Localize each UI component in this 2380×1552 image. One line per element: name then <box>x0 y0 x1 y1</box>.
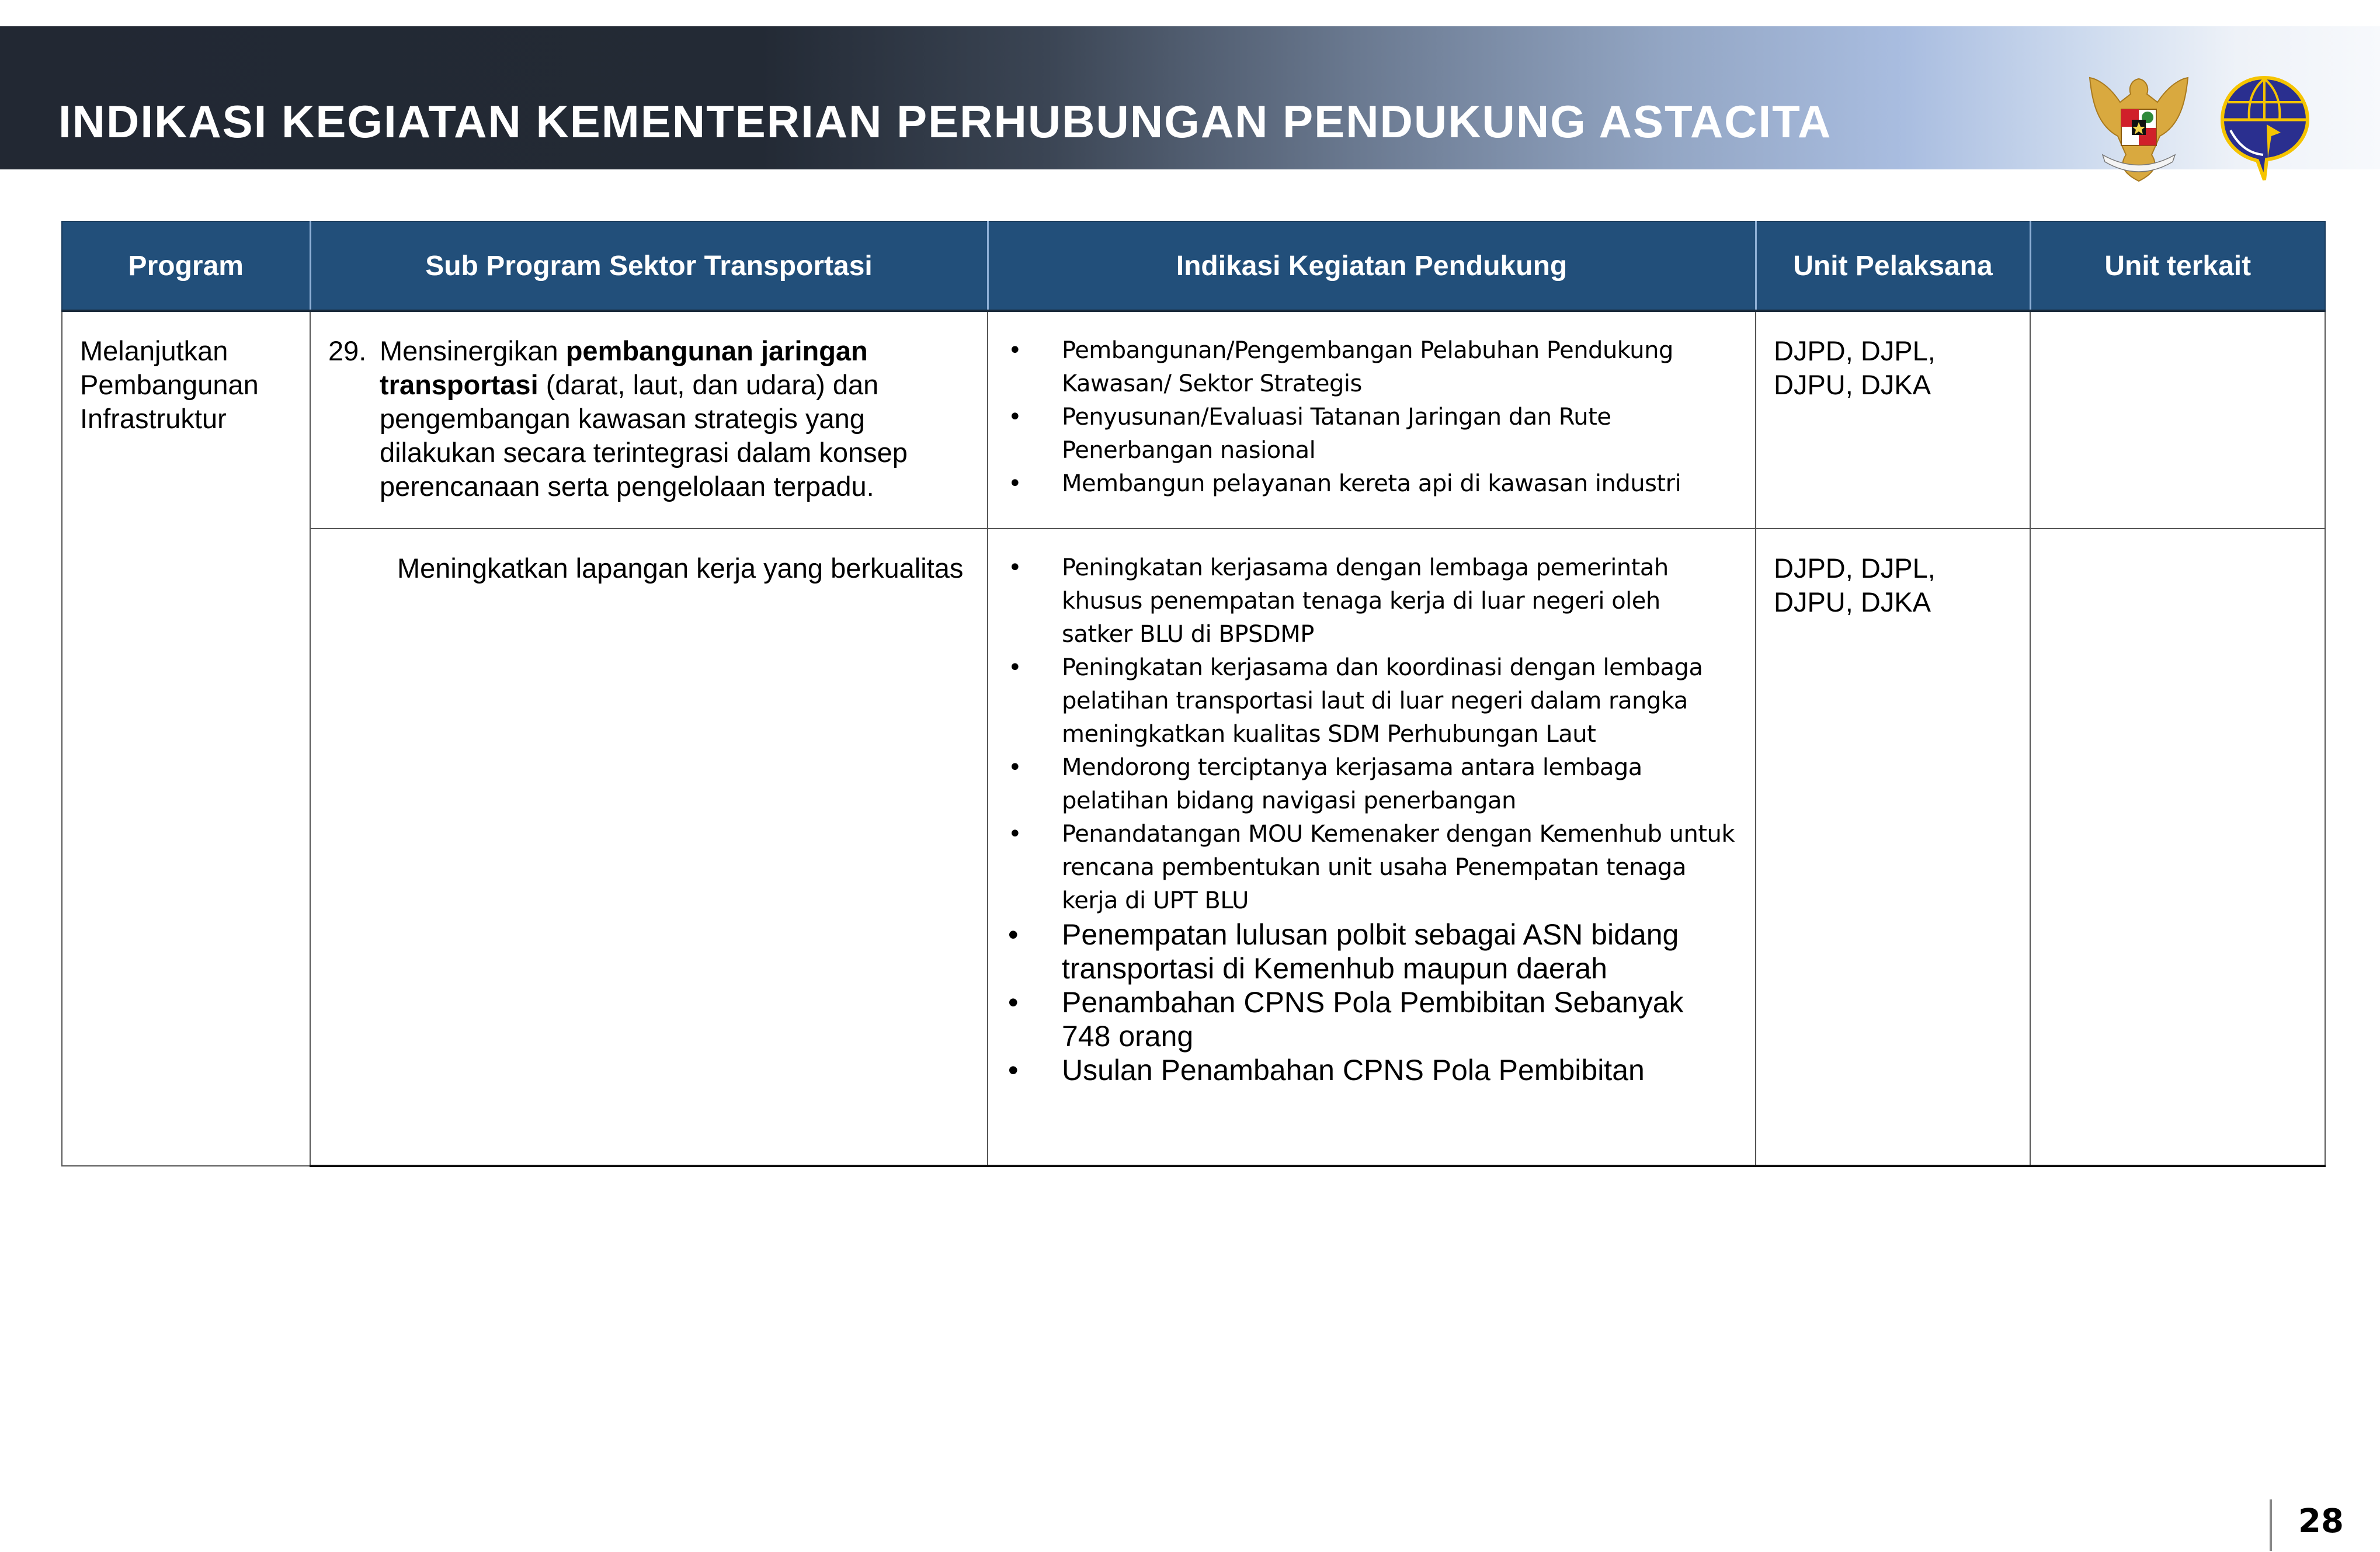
unit-terkait-cell <box>2030 311 2325 529</box>
column-header-sub-program: Sub Program Sektor Transportasi <box>310 221 988 311</box>
sub-program-cell <box>310 529 988 1166</box>
indications-cell <box>988 311 1756 529</box>
table-row <box>62 529 2325 1166</box>
sub-program-text: Mensinergikan pembangunan jaringan transportasi (darat, laut, dan udara) dan pengembangan kawasan strategis yang dilakukan secara terintegrasi dalam konsep perencanaan serta pengelolaan terpadu. <box>380 335 908 502</box>
list-item: • Peningkatan kerjasama dengan lembaga pemerintah khusus penempatan tenaga kerja di luar negeri oleh satker BLU di BPSDMP <box>1008 554 1669 648</box>
sub-program-cell <box>310 311 988 529</box>
sub-program-text: Meningkatkan lapangan kerja yang berkualitas <box>397 553 964 584</box>
column-header-unit-pelaksana: Unit Pelaksana <box>1756 221 2030 311</box>
list-item: • Penyusunan/Evaluasi Tatanan Jaringan dan Rute Penerbangan nasional <box>1008 404 1611 464</box>
unit-terkait-cell <box>2030 529 2325 1166</box>
kemenhub-emblem-icon <box>2216 72 2313 183</box>
page-number-divider <box>2270 1499 2272 1551</box>
column-header-program: Program <box>62 221 310 311</box>
list-item: • Membangun pelayanan kereta api di kawasan industri <box>1008 470 1681 497</box>
activities-table <box>61 221 2326 1167</box>
page-title: INDIKASI KEGIATAN KEMENTERIAN PERHUBUNGAN PENDUKUNG ASTACITA <box>58 96 1832 147</box>
list-item: • Peningkatan kerjasama dan koordinasi dengan lembaga pelatihan transportasi laut di luar negeri dalam rangka meningkatkan kualitas SDM Perhubungan Laut <box>1008 654 1703 748</box>
table-row <box>62 311 2325 529</box>
indications-cell <box>988 529 1756 1166</box>
program-cell <box>62 311 310 1166</box>
column-header-unit-terkait: Unit terkait <box>2030 221 2325 311</box>
list-item: • Penempatan lulusan polbit sebagai ASN bidang transportasi di Kemenhub maupun daerah <box>1008 918 1679 985</box>
page-number: 28 <box>2298 1502 2344 1540</box>
item-number: 29. <box>328 335 367 366</box>
list-item: • Penandatangan MOU Kemenaker dengan Kemenhub untuk rencana pembentukan unit usaha Penempatan tenaga kerja di UPT BLU <box>1008 821 1735 914</box>
list-item: • Pembangunan/Pengembangan Pelabuhan Pendukung Kawasan/ Sektor Strategis <box>1008 337 1673 397</box>
list-item: • Usulan Penambahan CPNS Pola Pembibitan <box>1008 1054 1645 1086</box>
table-header-row <box>62 221 2325 311</box>
column-header-indications: Indikasi Kegiatan Pendukung <box>988 221 1756 311</box>
garuda-emblem-icon <box>2085 67 2193 184</box>
indications-list <box>1006 334 1738 501</box>
list-item: • Mendorong terciptanya kerjasama antara lembaga pelatihan bidang navigasi penerbangan <box>1008 754 1642 814</box>
unit-pelaksana-cell: DJPD, DJPL, DJPU, DJKA <box>1756 311 2030 529</box>
indications-list <box>1006 551 1738 918</box>
title-banner <box>0 26 2380 169</box>
indications-list-continued <box>1006 918 1738 1087</box>
unit-pelaksana-cell: DJPD, DJPL, DJPU, DJKA <box>1756 529 2030 1166</box>
list-item: • Penambahan CPNS Pola Pembibitan Sebanyak 748 orang <box>1008 986 1684 1053</box>
program-text: Melanjutkan Pembangunan Infrastruktur <box>80 335 259 434</box>
